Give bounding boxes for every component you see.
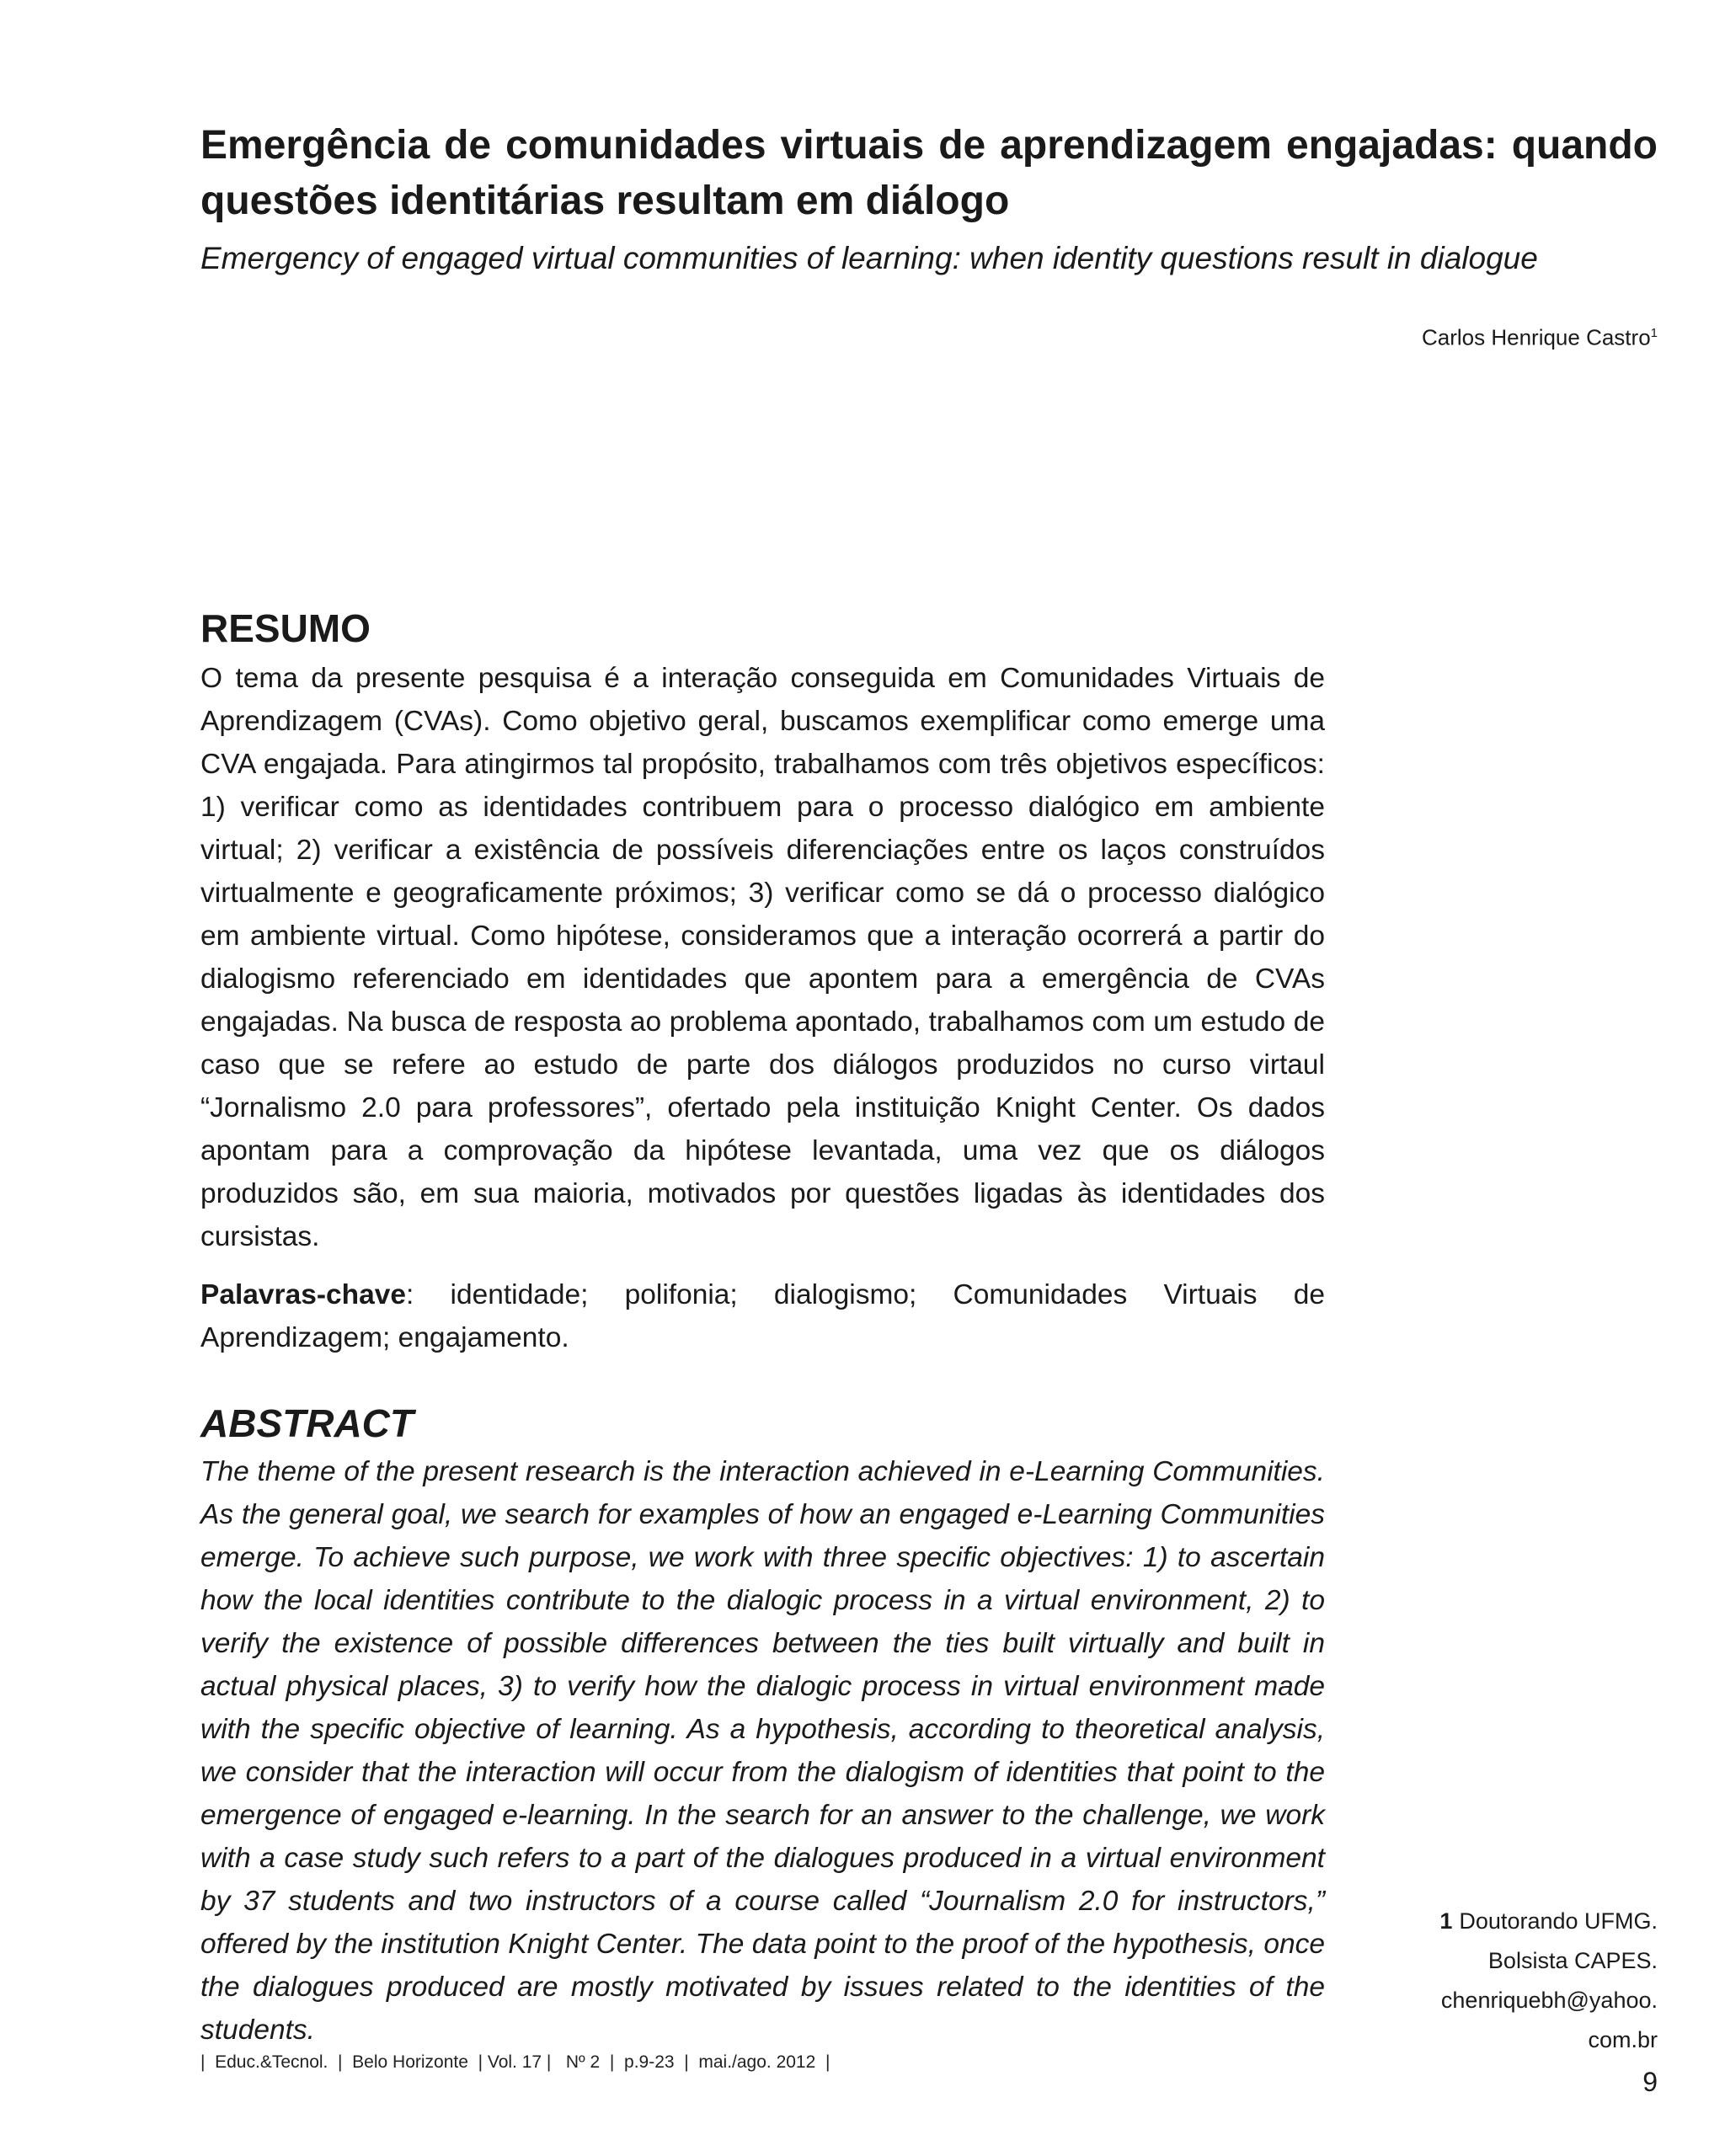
author-line [1422,318,1658,353]
abstract-text: The theme of the present research is the interaction achieved in e-Learning Communities. As the general goal, we search for examples of how an engaged e-Learning Communities emerge. To achieve such purpose, we work with three specific objectives: 1) to ascertain how the local identities contribute to the dialogic process in a virtual environment, 2) to verify the existence of possible differences between the ties built virtually and built in actual physical places, 3) to verify how the dialogic process in virtual environment made with the specific objective of learning. As a hypothesis, according to theoretical analysis, we consider that the interaction will occur from the dialogism of identities that point to the emergence of engaged e-learning. In the search for an answer to the challenge, we work with a case study such refers to a part of the dialogues produced in a virtual environment by 37 students and two instructors of a course called “Journalism 2.0 for instructors,” offered by the institution Knight Center. The data point to the proof of the hypothesis, once the dialogues produced are mostly motivated by issues related to the identities of the students. [200,1456,1325,2046]
keywords-label: Palavras-chave [200,1279,406,1310]
abstract-heading: ABSTRACT [200,1401,414,1445]
keywords-text: : identidade; polifonia; dialogismo; Comunidades Virtuais de Aprendizagem; engajamento. [200,1279,1325,1353]
article-subtitle: Emergency of engaged virtual communities of learning: when identity questions result in dialogue [200,241,1538,275]
footnote-line-2: Bolsista CAPES. [1487,1948,1658,1973]
footnote-line-1: 1 Doutorando UFMG. [1439,1908,1658,1934]
article-title: Emergência de comunidades virtuais de aprendizagem engajadas: quando questões identitárias resultam em diálogo [200,123,1658,223]
author-name: Carlos Henrique Castro [1421,324,1651,350]
resumo-heading: RESUMO [200,606,371,650]
footnote [1388,1902,1658,2060]
footnote-line-3: chenriquebh@yahoo. [1440,1988,1658,2013]
page-number: 9 [1642,2067,1658,2097]
footnote-number: 1 [1439,1908,1453,1934]
keywords [200,1273,1325,1359]
resumo-text: O tema da presente pesquisa é a interação conseguida em Comunidades Virtuais de Aprendizagem (CVAs). Como objetivo geral, buscamos exemplificar como emerge uma CVA engajada. Para atingirmos tal propósito, trabalhamos com três objetivos específicos: 1) verificar como as identidades contribuem para o processo dialógico em ambiente virtual; 2) verificar a existência de possíveis diferenciações entre os laços construídos virtualmente e geograficamente próximos; 3) verificar como se dá o processo dialógico em ambiente virtual. Como hipótese, consideramos que a interação ocorrerá a partir do dialogismo referenciado em identidades que apontem para a emergência de CVAs engajadas. Na busca de resposta ao problema apontado, trabalhamos com um estudo de caso que se refere ao estudo de parte dos diálogos produzidos no curso virtaul “Jornalismo 2.0 para professores”, ofertado pela instituição Knight Center. Os dados apontam para a comprovação da hipótese levantada, uma vez que os diálogos produzidos são, em sua maioria, motivados por questões ligadas às identidades dos cursistas. [200,663,1325,1252]
author-footnote-marker: 1 [1650,326,1658,340]
footnote-line-4: com.br [1588,2027,1658,2052]
journal-footer: | Educ.&Tecnol. | Belo Horizonte | Vol. 17 | Nº 2 | p.9-23 | mai./ago. 2012 | [200,2052,830,2072]
